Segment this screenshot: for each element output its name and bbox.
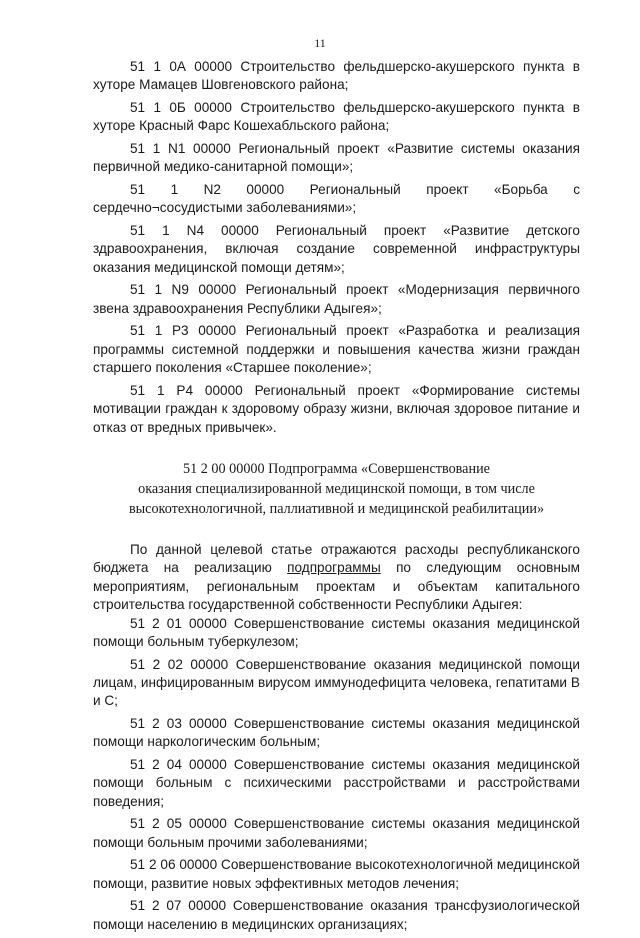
list-item: 51 2 02 00000 Совершенствование оказания медицинской помощи лицам, инфицированным вирусом иммунодефицита человека, гепатитами В и С; (93, 656, 580, 709)
list-item: 51 1 N1 00000 Региональный проект «Развитие системы оказания первичной медико-санитарной помощи»; (93, 141, 580, 175)
list-item: 51 1 N4 00000 Региональный проект «Развитие детского здравоохранения, включая создание современной инфраструктуры оказания медицинской помощи детям»; (93, 223, 580, 275)
intro-text-before: По данной целевой статье отражаются расходы республиканского бюджета на реализацию (93, 542, 580, 576)
heading-line: высокотехнологичной, паллиативной и медицинской реабилитации» (128, 501, 545, 518)
list-item: 51 1 N2 00000 Региональный проект «Борьба с сердечно¬сосудистыми заболеваниями»; (93, 182, 580, 216)
list-item: 51 2 06 00000 Совершенствование высокотехнологичной медицинской помощи, развитие новых эффективных методов лечения; (93, 857, 580, 891)
list-item: 51 1 P4 00000 Региональный проект «Формирование системы мотивации граждан к здоровому образу жизни, включая здоровое питание и отказ от вредных привычек». (93, 382, 580, 435)
heading-line: 51 2 00 00000 Подпрограмма «Совершенствование (183, 461, 490, 478)
list-item: 51 2 01 00000 Совершенствование системы оказания медицинской помощи больным туберкулезом; (93, 615, 580, 650)
list-item: 51 2 03 00000 Совершенствование системы оказания медицинской помощи наркологическим больным; (93, 716, 580, 750)
list-item: 51 2 07 00000 Совершенствование оказания трансфузиологической помощи населению в медицинских организациях; (93, 898, 580, 932)
list-item: 51 1 P3 00000 Региональный проект «Разработка и реализация программы системной поддержки и повышения качества жизни граждан старшего поколения «Старшее поколение»; (93, 323, 580, 376)
intro-text-after: по следующим основным мероприятиям, региональным проектам и объектам капитального строительства государственной собственности Республики Адыгея: (93, 560, 580, 613)
list-item: 51 1 0Б 00000 Строительство фельдшерско-акушерского пункта в хуторе Красный Фарс Кошехабльского района; (93, 100, 580, 134)
subprogram-heading (93, 459, 580, 519)
list-item: 51 1 0А 00000 Строительство фельдшерско-акушерского пункта в хуторе Мамацев Шовгеновского района; (93, 59, 580, 93)
document-body (93, 58, 580, 938)
page-number: 11 (314, 36, 326, 50)
heading-line: оказания специализированной медицинской помощи, в том числе (138, 481, 535, 498)
list-item: 51 2 04 00000 Совершенствование системы оказания медицинской помощи больным с психическими расстройствами и расстройствами поведения; (93, 757, 580, 809)
list-item: 51 1 N9 00000 Региональный проект «Модернизация первичного звена здравоохранения Республики Адыгея»; (93, 282, 580, 316)
subprogram-link[interactable]: подпрограммы (287, 560, 381, 576)
list-item: 51 2 05 00000 Совершенствование системы оказания медицинской помощи больным прочими заболеваниями; (93, 816, 580, 850)
intro-paragraph (93, 541, 580, 615)
